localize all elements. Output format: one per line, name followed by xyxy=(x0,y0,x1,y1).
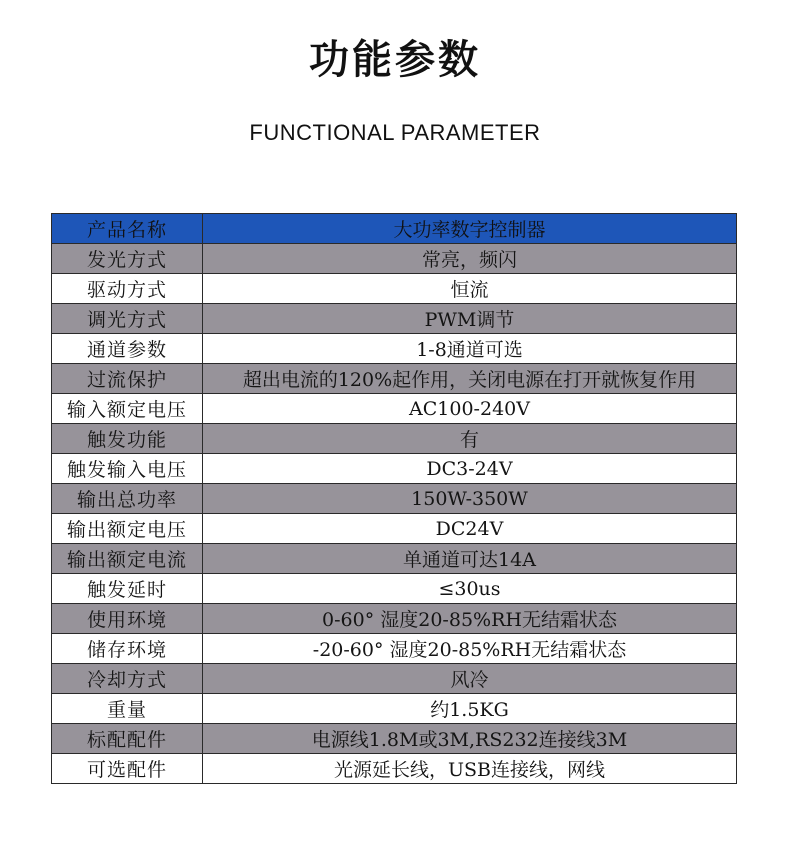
table-row xyxy=(52,214,737,244)
param-value: 有 xyxy=(203,424,737,454)
param-value: 单通道可达14A xyxy=(203,544,737,574)
table-row xyxy=(52,544,737,574)
param-label: 驱动方式 xyxy=(52,274,203,304)
param-label: 输出额定电压 xyxy=(52,514,203,544)
table-row xyxy=(52,274,737,304)
param-value: AC100-240V xyxy=(203,394,737,424)
table-row xyxy=(52,724,737,754)
param-value: ≤30us xyxy=(203,574,737,604)
param-value: 恒流 xyxy=(203,274,737,304)
table-row xyxy=(52,364,737,394)
param-value: 150W-350W xyxy=(203,484,737,514)
param-label: 触发功能 xyxy=(52,424,203,454)
table-row xyxy=(52,454,737,484)
table-row xyxy=(52,484,737,514)
table-row xyxy=(52,304,737,334)
param-label: 使用环境 xyxy=(52,604,203,634)
param-value: DC24V xyxy=(203,514,737,544)
table-row xyxy=(52,634,737,664)
param-value: 1-8通道可选 xyxy=(203,334,737,364)
table-row xyxy=(52,604,737,634)
param-value: 0-60° 湿度20-85%RH无结霜状态 xyxy=(203,604,737,634)
param-label: 触发延时 xyxy=(52,574,203,604)
table-row xyxy=(52,334,737,364)
param-value: 常亮，频闪 xyxy=(203,244,737,274)
table-row xyxy=(52,664,737,694)
param-label: 储存环境 xyxy=(52,634,203,664)
table-row xyxy=(52,424,737,454)
param-label: 产品名称 xyxy=(52,214,203,244)
param-value: 风冷 xyxy=(203,664,737,694)
param-label: 标配配件 xyxy=(52,724,203,754)
param-label: 重量 xyxy=(52,694,203,724)
table-row xyxy=(52,244,737,274)
param-label: 调光方式 xyxy=(52,304,203,334)
parameter-table xyxy=(51,213,737,784)
param-label: 可选配件 xyxy=(52,754,203,784)
param-label: 冷却方式 xyxy=(52,664,203,694)
page-subtitle: FUNCTIONAL PARAMETER xyxy=(249,120,541,145)
table-row xyxy=(52,574,737,604)
param-value: PWM调节 xyxy=(203,304,737,334)
table-row xyxy=(52,394,737,424)
param-value: 电源线1.8M或3M,RS232连接线3M xyxy=(203,724,737,754)
param-value: 超出电流的120%起作用，关闭电源在打开就恢复作用 xyxy=(203,364,737,394)
param-label: 通道参数 xyxy=(52,334,203,364)
param-label: 输入额定电压 xyxy=(52,394,203,424)
param-value: 约1.5KG xyxy=(203,694,737,724)
table-row xyxy=(52,514,737,544)
param-value: -20-60° 湿度20-85%RH无结霜状态 xyxy=(203,634,737,664)
param-label: 触发输入电压 xyxy=(52,454,203,484)
param-value: 光源延长线，USB连接线，网线 xyxy=(203,754,737,784)
param-label: 输出总功率 xyxy=(52,484,203,514)
table-row xyxy=(52,694,737,724)
param-value: DC3-24V xyxy=(203,454,737,484)
param-label: 输出额定电流 xyxy=(52,544,203,574)
page-title: 功能参数 xyxy=(309,37,481,83)
param-label: 过流保护 xyxy=(52,364,203,394)
param-value: 大功率数字控制器 xyxy=(203,214,737,244)
param-label: 发光方式 xyxy=(52,244,203,274)
table-row xyxy=(52,754,737,784)
